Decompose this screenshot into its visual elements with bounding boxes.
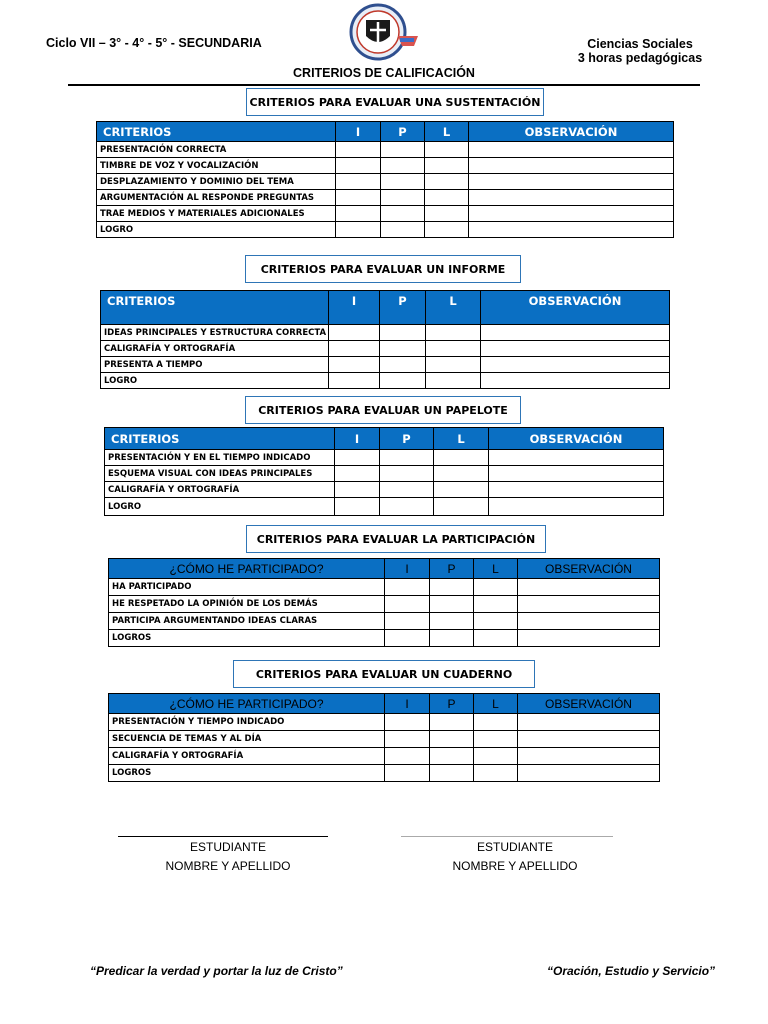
col-header: P (430, 559, 474, 579)
table-row (109, 748, 660, 765)
criterion-label: CALIGRAFÍA Y ORTOGRAFÍA (101, 341, 329, 357)
score-cell[interactable] (434, 466, 489, 482)
col-header: OBSERVACIÓN (489, 428, 664, 450)
signature-name-label: NOMBRE Y APELLIDO (452, 859, 578, 873)
table-row (109, 630, 660, 647)
table-row (109, 714, 660, 731)
criteria-table-papelote (104, 427, 664, 516)
table-row (97, 206, 674, 222)
signature-role: ESTUDIANTE (189, 840, 266, 854)
observation-cell[interactable] (469, 222, 674, 238)
score-cell[interactable] (430, 714, 474, 731)
score-cell[interactable] (474, 748, 518, 765)
observation-cell[interactable] (518, 714, 660, 731)
section-title-informe: CRITERIOS PARA EVALUAR UN INFORME (245, 255, 521, 283)
score-cell[interactable] (434, 482, 489, 498)
observation-cell[interactable] (481, 341, 670, 357)
score-cell[interactable] (385, 630, 430, 647)
observation-cell[interactable] (518, 765, 660, 782)
signature-block-left (118, 838, 338, 876)
col-header: I (329, 291, 380, 325)
col-header: I (385, 694, 430, 714)
criteria-table-participacion (108, 558, 660, 647)
col-header: CRITERIOS (105, 428, 335, 450)
criterion-label: CALIGRAFÍA Y ORTOGRAFÍA (109, 748, 385, 765)
col-header: I (335, 428, 380, 450)
score-cell[interactable] (425, 190, 469, 206)
col-header: OBSERVACIÓN (518, 694, 660, 714)
table-row (97, 190, 674, 206)
score-cell[interactable] (425, 206, 469, 222)
score-cell[interactable] (474, 613, 518, 630)
observation-cell[interactable] (518, 748, 660, 765)
score-cell[interactable] (335, 482, 380, 498)
table-row (105, 466, 664, 482)
criterion-label: DESPLAZAMIENTO Y DOMINIO DEL TEMA (97, 174, 336, 190)
score-cell[interactable] (426, 373, 481, 389)
table-row (109, 731, 660, 748)
score-cell[interactable] (474, 630, 518, 647)
criteria-table-sustentacion (96, 121, 674, 238)
table-row (109, 579, 660, 596)
col-header: I (385, 559, 430, 579)
table-row (97, 174, 674, 190)
footer-motto-left: “Predicar la verdad y portar la luz de Cristo” (90, 964, 343, 978)
criterion-label: PARTICIPA ARGUMENTANDO IDEAS CLARAS (109, 613, 385, 630)
signature-block-right (405, 838, 625, 876)
score-cell[interactable] (335, 466, 380, 482)
score-cell[interactable] (329, 325, 380, 341)
section-title-sustentacion: CRITERIOS PARA EVALUAR UNA SUSTENTACIÓN (246, 88, 544, 116)
observation-cell[interactable] (489, 450, 664, 466)
score-cell[interactable] (425, 142, 469, 158)
observation-cell[interactable] (518, 613, 660, 630)
score-cell[interactable] (430, 630, 474, 647)
criterion-label: HA PARTICIPADO (109, 579, 385, 596)
table-header-row (109, 559, 660, 579)
score-cell[interactable] (434, 498, 489, 516)
score-cell[interactable] (474, 731, 518, 748)
course-info (560, 37, 720, 65)
score-cell[interactable] (336, 222, 381, 238)
score-cell[interactable] (381, 206, 425, 222)
score-cell[interactable] (381, 174, 425, 190)
criterion-label: TRAE MEDIOS Y MATERIALES ADICIONALES (97, 206, 336, 222)
cycle-label: Ciclo VII – 3° - 4° - 5° - SECUNDARIA (46, 36, 262, 50)
table-row (109, 613, 660, 630)
score-cell[interactable] (430, 579, 474, 596)
score-cell[interactable] (425, 158, 469, 174)
criteria-table-cuaderno (108, 693, 660, 782)
observation-cell[interactable] (518, 731, 660, 748)
table-header-row (101, 291, 670, 325)
table-row (105, 498, 664, 516)
score-cell[interactable] (380, 357, 426, 373)
score-cell[interactable] (430, 731, 474, 748)
observation-cell[interactable] (489, 466, 664, 482)
table-row (109, 596, 660, 613)
score-cell[interactable] (380, 325, 426, 341)
criterion-label: HE RESPETADO LA OPINIÓN DE LOS DEMÁS (109, 596, 385, 613)
col-header: ¿CÓMO HE PARTICIPADO? (109, 559, 385, 579)
table-row (101, 341, 670, 357)
criterion-label: SECUENCIA DE TEMAS Y AL DÍA (109, 731, 385, 748)
section-title-cuaderno: CRITERIOS PARA EVALUAR UN CUADERNO (233, 660, 535, 688)
score-cell[interactable] (380, 466, 434, 482)
criterion-label: TIMBRE DE VOZ Y VOCALIZACIÓN (97, 158, 336, 174)
score-cell[interactable] (336, 158, 381, 174)
score-cell[interactable] (385, 613, 430, 630)
score-cell[interactable] (335, 498, 380, 516)
observation-cell[interactable] (518, 596, 660, 613)
col-header: OBSERVACIÓN (518, 559, 660, 579)
score-cell[interactable] (426, 357, 481, 373)
observation-cell[interactable] (469, 142, 674, 158)
score-cell[interactable] (385, 765, 430, 782)
criterion-label: ESQUEMA VISUAL CON IDEAS PRINCIPALES (105, 466, 335, 482)
criterion-label: IDEAS PRINCIPALES Y ESTRUCTURA CORRECTA (101, 325, 329, 341)
criteria-table-informe (100, 290, 670, 389)
col-header: CRITERIOS (97, 122, 336, 142)
score-cell[interactable] (381, 142, 425, 158)
col-header: P (380, 428, 434, 450)
score-cell[interactable] (474, 596, 518, 613)
school-crest-icon (348, 2, 420, 62)
table-row (101, 373, 670, 389)
criterion-label: CALIGRAFÍA Y ORTOGRAFÍA (105, 482, 335, 498)
criterion-label: LOGROS (109, 765, 385, 782)
score-cell[interactable] (385, 579, 430, 596)
score-cell[interactable] (336, 206, 381, 222)
score-cell[interactable] (426, 325, 481, 341)
footer-motto-right: “Oración, Estudio y Servicio” (547, 964, 716, 978)
criterion-label: PRESENTA A TIEMPO (101, 357, 329, 373)
observation-cell[interactable] (518, 630, 660, 647)
score-cell[interactable] (430, 748, 474, 765)
table-header-row (97, 122, 674, 142)
score-cell[interactable] (426, 341, 481, 357)
table-row (105, 482, 664, 498)
header-divider (68, 84, 700, 86)
table-row (101, 325, 670, 341)
criterion-label: LOGRO (101, 373, 329, 389)
table-row (97, 158, 674, 174)
col-header: I (336, 122, 381, 142)
score-cell[interactable] (425, 222, 469, 238)
score-cell[interactable] (430, 613, 474, 630)
observation-cell[interactable] (489, 482, 664, 498)
score-cell[interactable] (474, 579, 518, 596)
criterion-label: LOGROS (109, 630, 385, 647)
col-header: L (474, 559, 518, 579)
col-header: OBSERVACIÓN (469, 122, 674, 142)
course-name: Ciencias Sociales (587, 37, 693, 51)
score-cell[interactable] (380, 498, 434, 516)
section-title-participacion: CRITERIOS PARA EVALUAR LA PARTICIPACIÓN (246, 525, 546, 553)
score-cell[interactable] (380, 450, 434, 466)
score-cell[interactable] (329, 341, 380, 357)
col-header: L (434, 428, 489, 450)
score-cell[interactable] (381, 158, 425, 174)
col-header: L (425, 122, 469, 142)
score-cell[interactable] (329, 357, 380, 373)
score-cell[interactable] (336, 190, 381, 206)
course-hours: 3 horas pedagógicas (577, 51, 703, 65)
score-cell[interactable] (385, 731, 430, 748)
col-header: L (474, 694, 518, 714)
col-header: P (380, 291, 426, 325)
score-cell[interactable] (380, 482, 434, 498)
score-cell[interactable] (474, 714, 518, 731)
signature-role: ESTUDIANTE (476, 840, 553, 854)
score-cell[interactable] (381, 222, 425, 238)
score-cell[interactable] (380, 341, 426, 357)
signature-line-right (401, 836, 613, 837)
table-header-row (109, 694, 660, 714)
score-cell[interactable] (335, 450, 380, 466)
observation-cell[interactable] (469, 174, 674, 190)
criterion-label: PRESENTACIÓN Y TIEMPO INDICADO (109, 714, 385, 731)
observation-cell[interactable] (518, 579, 660, 596)
table-row (109, 765, 660, 782)
criterion-label: PRESENTACIÓN CORRECTA (97, 142, 336, 158)
signature-name-label: NOMBRE Y APELLIDO (165, 859, 291, 873)
criterion-label: ARGUMENTACIÓN AL RESPONDE PREGUNTAS (97, 190, 336, 206)
col-header: CRITERIOS (101, 291, 329, 325)
observation-cell[interactable] (469, 190, 674, 206)
score-cell[interactable] (381, 190, 425, 206)
score-cell[interactable] (380, 373, 426, 389)
criterion-label: PRESENTACIÓN Y EN EL TIEMPO INDICADO (105, 450, 335, 466)
observation-cell[interactable] (469, 158, 674, 174)
score-cell[interactable] (336, 142, 381, 158)
score-cell[interactable] (430, 765, 474, 782)
score-cell[interactable] (425, 174, 469, 190)
col-header: OBSERVACIÓN (481, 291, 670, 325)
criterion-label: LOGRO (105, 498, 335, 516)
observation-cell[interactable] (489, 498, 664, 516)
col-header: P (430, 694, 474, 714)
criterion-label: LOGRO (97, 222, 336, 238)
section-title-papelote: CRITERIOS PARA EVALUAR UN PAPELOTE (245, 396, 521, 424)
score-cell[interactable] (474, 765, 518, 782)
score-cell[interactable] (336, 174, 381, 190)
table-header-row (105, 428, 664, 450)
score-cell[interactable] (385, 748, 430, 765)
observation-cell[interactable] (481, 373, 670, 389)
observation-cell[interactable] (481, 357, 670, 373)
col-header: L (426, 291, 481, 325)
score-cell[interactable] (385, 596, 430, 613)
score-cell[interactable] (434, 450, 489, 466)
table-row (97, 142, 674, 158)
table-row (97, 222, 674, 238)
signature-line-left (118, 836, 328, 837)
col-header: P (381, 122, 425, 142)
observation-cell[interactable] (481, 325, 670, 341)
page-title: CRITERIOS DE CALIFICACIÓN (293, 66, 475, 80)
observation-cell[interactable] (469, 206, 674, 222)
score-cell[interactable] (329, 373, 380, 389)
score-cell[interactable] (385, 714, 430, 731)
table-row (105, 450, 664, 466)
score-cell[interactable] (430, 596, 474, 613)
table-row (101, 357, 670, 373)
col-header: ¿CÓMO HE PARTICIPADO? (109, 694, 385, 714)
